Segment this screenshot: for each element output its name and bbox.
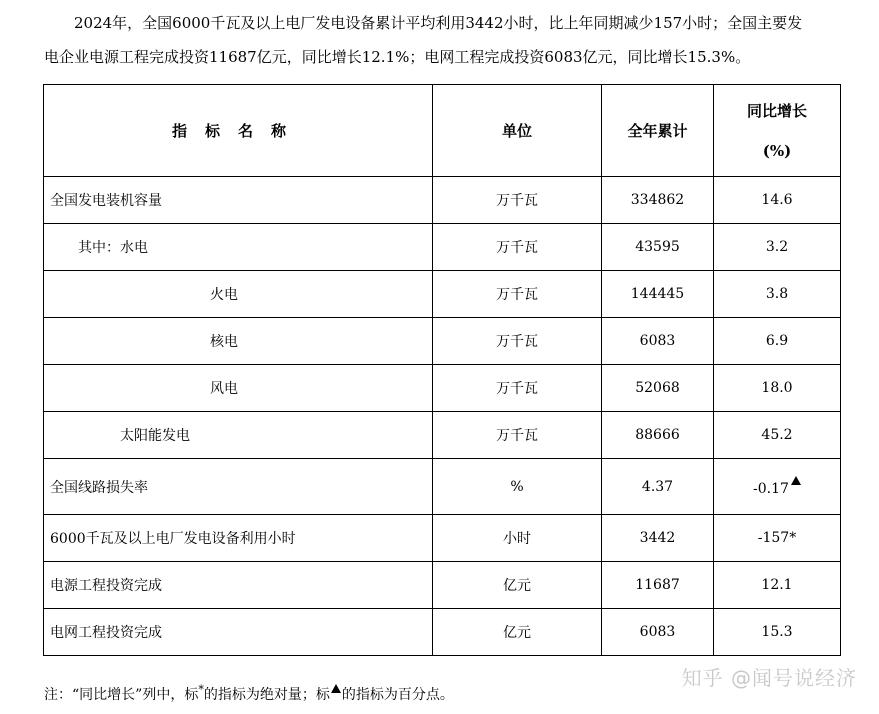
row-yoy: 14.6 <box>714 177 841 224</box>
row-total: 144445 <box>602 271 714 318</box>
row-name: 全国线路损失率 <box>44 459 433 515</box>
row-yoy: -0.17 <box>753 481 789 497</box>
watermark: 知乎 @闻号说经济 <box>681 666 857 690</box>
row-unit: 万千瓦 <box>433 412 602 459</box>
table-row <box>44 271 841 318</box>
row-name: 火电 <box>44 271 433 318</box>
row-total: 43595 <box>602 224 714 271</box>
row-yoy: 3.8 <box>714 271 841 318</box>
row-name: 其中：水电 <box>44 224 433 271</box>
asterisk-mark: * <box>198 683 204 696</box>
row-name: 核电 <box>44 318 433 365</box>
row-unit: 小时 <box>433 515 602 562</box>
intro-paragraph <box>44 6 844 74</box>
table-row <box>44 515 841 562</box>
row-total: 334862 <box>602 177 714 224</box>
row-name: 风电 <box>44 365 433 412</box>
row-name: 电网工程投资完成 <box>44 609 433 656</box>
header-name: 指标名称 <box>44 85 433 177</box>
intro-line-2: 电企业电源工程完成投资11687亿元，同比增长12.1%；电网工程完成投资6083亿元，同比增长15.3%。 <box>44 48 751 66</box>
header-yoy <box>714 85 841 177</box>
table-header-row <box>44 85 841 177</box>
row-total: 52068 <box>602 365 714 412</box>
row-unit: 万千瓦 <box>433 365 602 412</box>
table-row <box>44 365 841 412</box>
row-unit: 亿元 <box>433 609 602 656</box>
triangle-up-icon <box>791 476 801 485</box>
row-yoy: 3.2 <box>714 224 841 271</box>
table-row <box>44 609 841 656</box>
header-unit: 单位 <box>433 85 602 177</box>
row-unit: 万千瓦 <box>433 271 602 318</box>
row-name: 全国发电装机容量 <box>44 177 433 224</box>
row-total: 6083 <box>602 609 714 656</box>
row-total: 88666 <box>602 412 714 459</box>
row-name: 6000千瓦及以上电厂发电设备利用小时 <box>44 515 433 562</box>
intro-line-1: 2024年，全国6000千瓦及以上电厂发电设备累计平均利用3442小时，比上年同期减少157小时；全国主要发 <box>74 14 803 32</box>
table-row <box>44 224 841 271</box>
row-yoy: 18.0 <box>714 365 841 412</box>
row-yoy-cell <box>714 459 841 515</box>
row-yoy: 45.2 <box>714 412 841 459</box>
row-total: 11687 <box>602 562 714 609</box>
row-total: 3442 <box>602 515 714 562</box>
row-total: 6083 <box>602 318 714 365</box>
header-yoy-unit: (%) <box>762 141 792 160</box>
table-row <box>44 177 841 224</box>
row-unit: % <box>433 459 602 515</box>
statistics-table <box>43 84 841 656</box>
row-unit: 亿元 <box>433 562 602 609</box>
table-row <box>44 412 841 459</box>
row-total: 4.37 <box>602 459 714 515</box>
table-row <box>44 562 841 609</box>
header-total: 全年累计 <box>602 85 714 177</box>
row-name: 太阳能发电 <box>44 412 433 459</box>
table-row <box>44 318 841 365</box>
row-yoy: 12.1 <box>714 562 841 609</box>
triangle-up-icon <box>331 684 341 693</box>
row-name: 电源工程投资完成 <box>44 562 433 609</box>
row-yoy: -157* <box>714 515 841 562</box>
row-unit: 万千瓦 <box>433 224 602 271</box>
table-row <box>44 459 841 515</box>
header-yoy-title: 同比增长 <box>746 101 807 120</box>
row-yoy: 6.9 <box>714 318 841 365</box>
footnote: 注：“同比增长”列中，标*的指标为绝对量；标 的指标为百分点。 <box>44 683 454 703</box>
row-unit: 万千瓦 <box>433 318 602 365</box>
row-unit: 万千瓦 <box>433 177 602 224</box>
row-yoy: 15.3 <box>714 609 841 656</box>
